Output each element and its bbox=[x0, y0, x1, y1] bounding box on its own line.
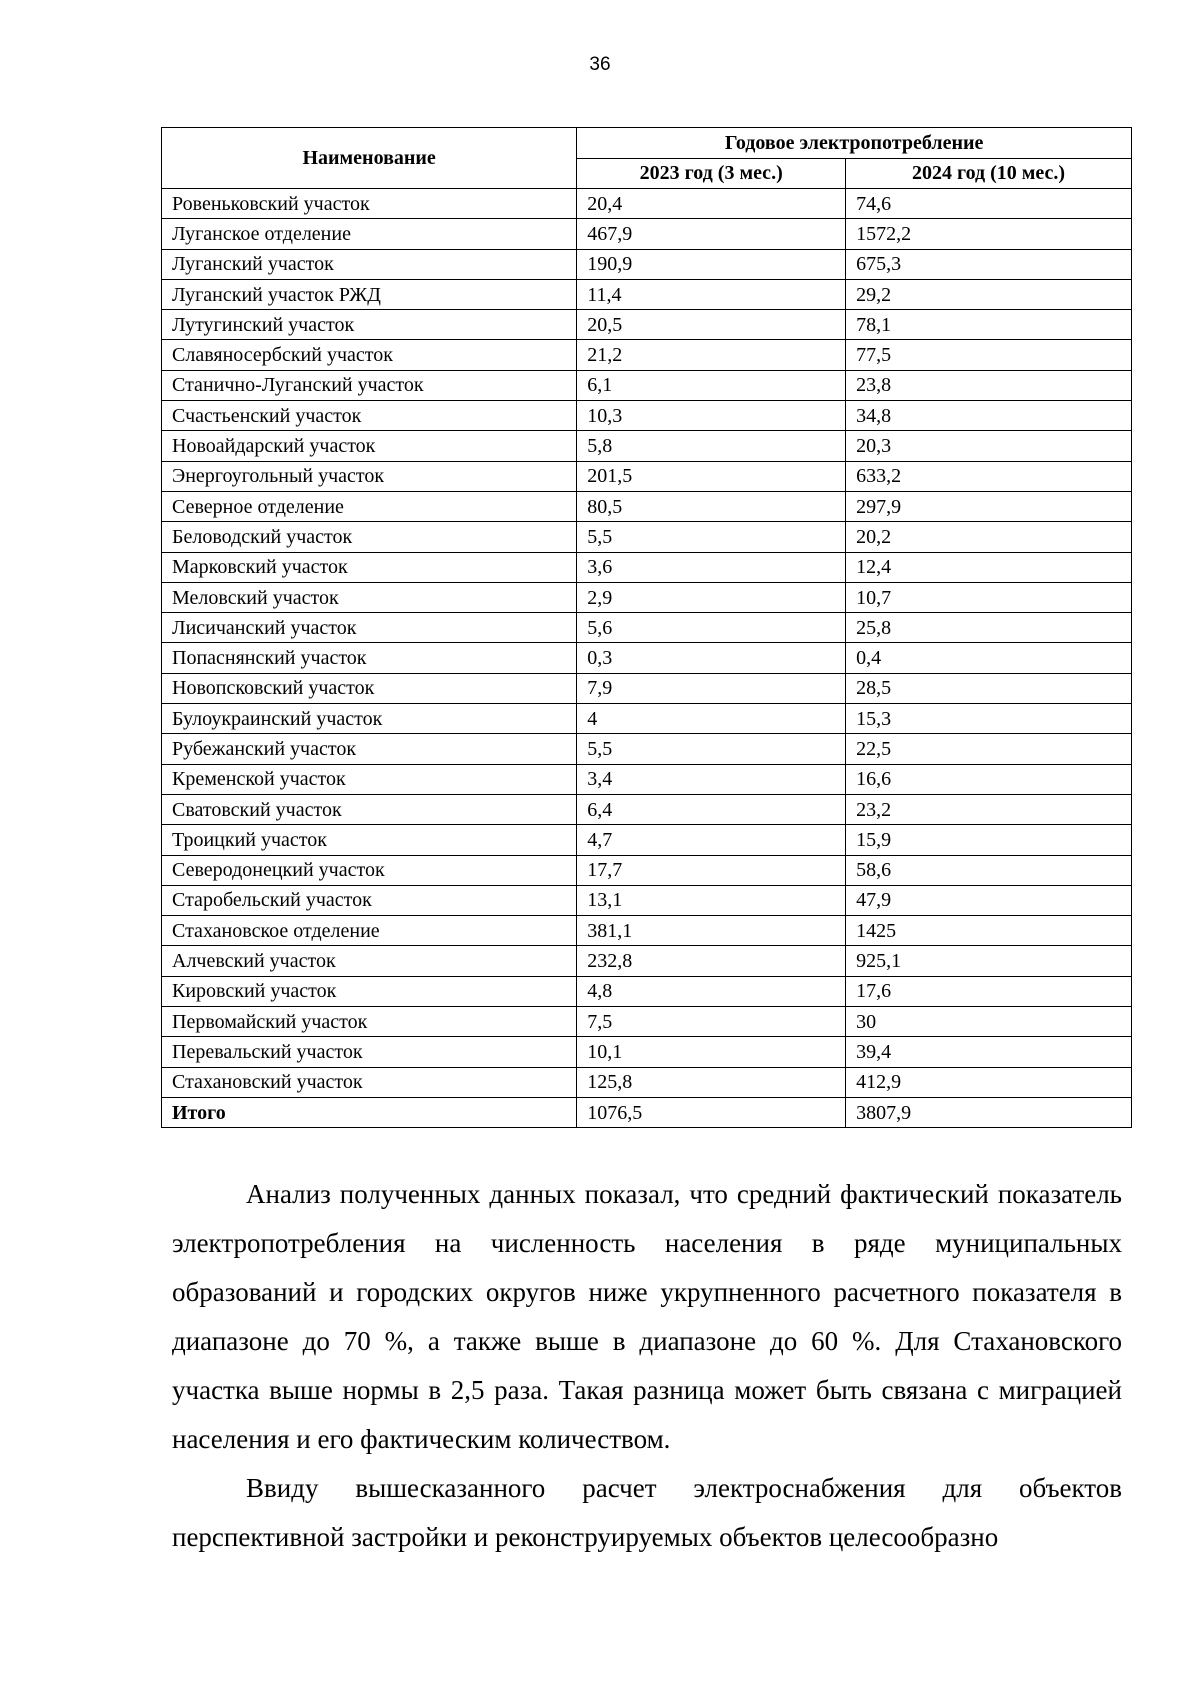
value-2024-cell: 20,2 bbox=[846, 522, 1132, 552]
value-2023-cell: 6,1 bbox=[577, 370, 846, 400]
value-2023-cell: 10,1 bbox=[577, 1037, 846, 1067]
name-cell: Ровеньковский участок bbox=[162, 189, 577, 219]
value-2023-cell: 10,3 bbox=[577, 401, 846, 431]
table-row bbox=[162, 764, 1132, 794]
table-row bbox=[162, 522, 1132, 552]
value-2024-cell: 77,5 bbox=[846, 340, 1132, 370]
value-2024-cell: 633,2 bbox=[846, 461, 1132, 491]
name-cell: Меловский участок bbox=[162, 582, 577, 612]
value-2024-cell: 10,7 bbox=[846, 582, 1132, 612]
value-2023-cell: 7,5 bbox=[577, 1007, 846, 1037]
value-2023-cell: 1076,5 bbox=[577, 1097, 846, 1127]
value-2024-cell: 0,4 bbox=[846, 643, 1132, 673]
name-cell: Попаснянский участок bbox=[162, 643, 577, 673]
value-2024-cell: 34,8 bbox=[846, 401, 1132, 431]
table-row bbox=[162, 673, 1132, 703]
header-year-2023: 2023 год (3 мес.) bbox=[577, 158, 846, 189]
value-2024-cell: 47,9 bbox=[846, 885, 1132, 915]
name-cell: Троицкий участок bbox=[162, 825, 577, 855]
value-2023-cell: 232,8 bbox=[577, 946, 846, 976]
value-2023-cell: 17,7 bbox=[577, 855, 846, 885]
name-cell: Счастьенский участок bbox=[162, 401, 577, 431]
table-row bbox=[162, 370, 1132, 400]
name-cell: Алчевский участок bbox=[162, 946, 577, 976]
name-cell: Северодонецкий участок bbox=[162, 855, 577, 885]
value-2024-cell: 675,3 bbox=[846, 249, 1132, 279]
name-cell: Кременской участок bbox=[162, 764, 577, 794]
table-row bbox=[162, 643, 1132, 673]
table-row bbox=[162, 794, 1132, 824]
value-2023-cell: 20,4 bbox=[577, 189, 846, 219]
table-row bbox=[162, 340, 1132, 370]
value-2024-cell: 23,8 bbox=[846, 370, 1132, 400]
value-2023-cell: 4 bbox=[577, 704, 846, 734]
value-2023-cell: 4,8 bbox=[577, 976, 846, 1006]
paragraph-text: Анализ полученных данных показал, что средний фактический показатель электропотребления на численность населения в ряде муниципальных образований и городских округов ниже укрупненного расчетного показателя в диапазоне до 70 %, а также выше в диапазоне до 60 %. Для Стахановского участка выше нормы в 2,5 раза. Такая разница может быть связана с миграцией населения и его фактическим количеством. bbox=[172, 1179, 1122, 1454]
value-2023-cell: 4,7 bbox=[577, 825, 846, 855]
name-cell: Славяносербский участок bbox=[162, 340, 577, 370]
value-2023-cell: 190,9 bbox=[577, 249, 846, 279]
table-row bbox=[162, 401, 1132, 431]
value-2024-cell: 22,5 bbox=[846, 734, 1132, 764]
value-2024-cell: 1572,2 bbox=[846, 219, 1132, 249]
table-row bbox=[162, 189, 1132, 219]
name-cell: Новоайдарский участок bbox=[162, 431, 577, 461]
table-row bbox=[162, 310, 1132, 340]
value-2024-cell: 17,6 bbox=[846, 976, 1132, 1006]
value-2023-cell: 467,9 bbox=[577, 219, 846, 249]
name-cell: Энергоугольный участок bbox=[162, 461, 577, 491]
value-2024-cell: 15,3 bbox=[846, 704, 1132, 734]
table-row bbox=[162, 855, 1132, 885]
value-2024-cell: 15,9 bbox=[846, 825, 1132, 855]
value-2023-cell: 13,1 bbox=[577, 885, 846, 915]
table-row bbox=[162, 613, 1132, 643]
value-2023-cell: 5,5 bbox=[577, 734, 846, 764]
value-2023-cell: 2,9 bbox=[577, 582, 846, 612]
value-2024-cell: 29,2 bbox=[846, 279, 1132, 309]
name-cell: Северное отделение bbox=[162, 491, 577, 521]
value-2024-cell: 58,6 bbox=[846, 855, 1132, 885]
value-2023-cell: 3,6 bbox=[577, 552, 846, 582]
name-cell: Булоукраинский участок bbox=[162, 704, 577, 734]
name-cell: Станично-Луганский участок bbox=[162, 370, 577, 400]
name-cell: Стахановский участок bbox=[162, 1067, 577, 1097]
value-2024-cell: 925,1 bbox=[846, 946, 1132, 976]
name-cell: Марковский участок bbox=[162, 552, 577, 582]
table-row bbox=[162, 976, 1132, 1006]
name-cell: Первомайский участок bbox=[162, 1007, 577, 1037]
name-cell: Беловодский участок bbox=[162, 522, 577, 552]
paragraph-analysis bbox=[172, 1170, 1122, 1464]
value-2023-cell: 11,4 bbox=[577, 279, 846, 309]
name-cell: Перевальский участок bbox=[162, 1037, 577, 1067]
table-row bbox=[162, 1037, 1132, 1067]
value-2024-cell: 39,4 bbox=[846, 1037, 1132, 1067]
value-2024-cell: 3807,9 bbox=[846, 1097, 1132, 1127]
table-body bbox=[162, 189, 1132, 1128]
table-row bbox=[162, 491, 1132, 521]
value-2023-cell: 3,4 bbox=[577, 764, 846, 794]
value-2024-cell: 20,3 bbox=[846, 431, 1132, 461]
value-2023-cell: 201,5 bbox=[577, 461, 846, 491]
value-2024-cell: 74,6 bbox=[846, 189, 1132, 219]
value-2023-cell: 7,9 bbox=[577, 673, 846, 703]
table-total-row bbox=[162, 1097, 1132, 1127]
name-cell: Новопсковский участок bbox=[162, 673, 577, 703]
value-2024-cell: 25,8 bbox=[846, 613, 1132, 643]
energy-consumption-table bbox=[161, 127, 1132, 1128]
value-2023-cell: 80,5 bbox=[577, 491, 846, 521]
name-cell: Лутугинский участок bbox=[162, 310, 577, 340]
value-2024-cell: 23,2 bbox=[846, 794, 1132, 824]
table-row bbox=[162, 249, 1132, 279]
name-cell: Луганский участок РЖД bbox=[162, 279, 577, 309]
name-cell: Сватовский участок bbox=[162, 794, 577, 824]
name-cell: Стахановское отделение bbox=[162, 916, 577, 946]
name-cell: Луганское отделение bbox=[162, 219, 577, 249]
value-2024-cell: 28,5 bbox=[846, 673, 1132, 703]
value-2024-cell: 16,6 bbox=[846, 764, 1132, 794]
table-row bbox=[162, 431, 1132, 461]
table-row bbox=[162, 582, 1132, 612]
value-2023-cell: 381,1 bbox=[577, 916, 846, 946]
value-2023-cell: 5,5 bbox=[577, 522, 846, 552]
value-2024-cell: 1425 bbox=[846, 916, 1132, 946]
header-year-2024: 2024 год (10 мес.) bbox=[846, 158, 1132, 189]
table-row bbox=[162, 1007, 1132, 1037]
value-2023-cell: 5,6 bbox=[577, 613, 846, 643]
value-2023-cell: 21,2 bbox=[577, 340, 846, 370]
table-row bbox=[162, 552, 1132, 582]
header-group: Годовое электропотребление bbox=[577, 128, 1132, 159]
name-cell: Лисичанский участок bbox=[162, 613, 577, 643]
value-2023-cell: 0,3 bbox=[577, 643, 846, 673]
name-cell: Луганский участок bbox=[162, 249, 577, 279]
table-row bbox=[162, 885, 1132, 915]
table-row bbox=[162, 1067, 1132, 1097]
table-row bbox=[162, 219, 1132, 249]
table-row bbox=[162, 825, 1132, 855]
value-2024-cell: 412,9 bbox=[846, 1067, 1132, 1097]
table-row bbox=[162, 279, 1132, 309]
table-row bbox=[162, 946, 1132, 976]
value-2024-cell: 297,9 bbox=[846, 491, 1132, 521]
table-row bbox=[162, 704, 1132, 734]
value-2024-cell: 30 bbox=[846, 1007, 1132, 1037]
page-number: 36 bbox=[589, 54, 611, 75]
table-row bbox=[162, 734, 1132, 764]
header-name: Наименование bbox=[162, 128, 577, 189]
name-cell: Итого bbox=[162, 1097, 577, 1127]
table-row bbox=[162, 916, 1132, 946]
name-cell: Старобельский участок bbox=[162, 885, 577, 915]
name-cell: Рубежанский участок bbox=[162, 734, 577, 764]
table-row bbox=[162, 461, 1132, 491]
value-2024-cell: 78,1 bbox=[846, 310, 1132, 340]
paragraph-text: Ввиду вышесказанного расчет электроснабжения для объектов перспективной застройки и реконструируемых объектов целесообразно bbox=[172, 1473, 1122, 1552]
value-2024-cell: 12,4 bbox=[846, 552, 1132, 582]
value-2023-cell: 20,5 bbox=[577, 310, 846, 340]
paragraph-conclusion bbox=[172, 1464, 1122, 1562]
name-cell: Кировский участок bbox=[162, 976, 577, 1006]
value-2023-cell: 5,8 bbox=[577, 431, 846, 461]
value-2023-cell: 125,8 bbox=[577, 1067, 846, 1097]
value-2023-cell: 6,4 bbox=[577, 794, 846, 824]
